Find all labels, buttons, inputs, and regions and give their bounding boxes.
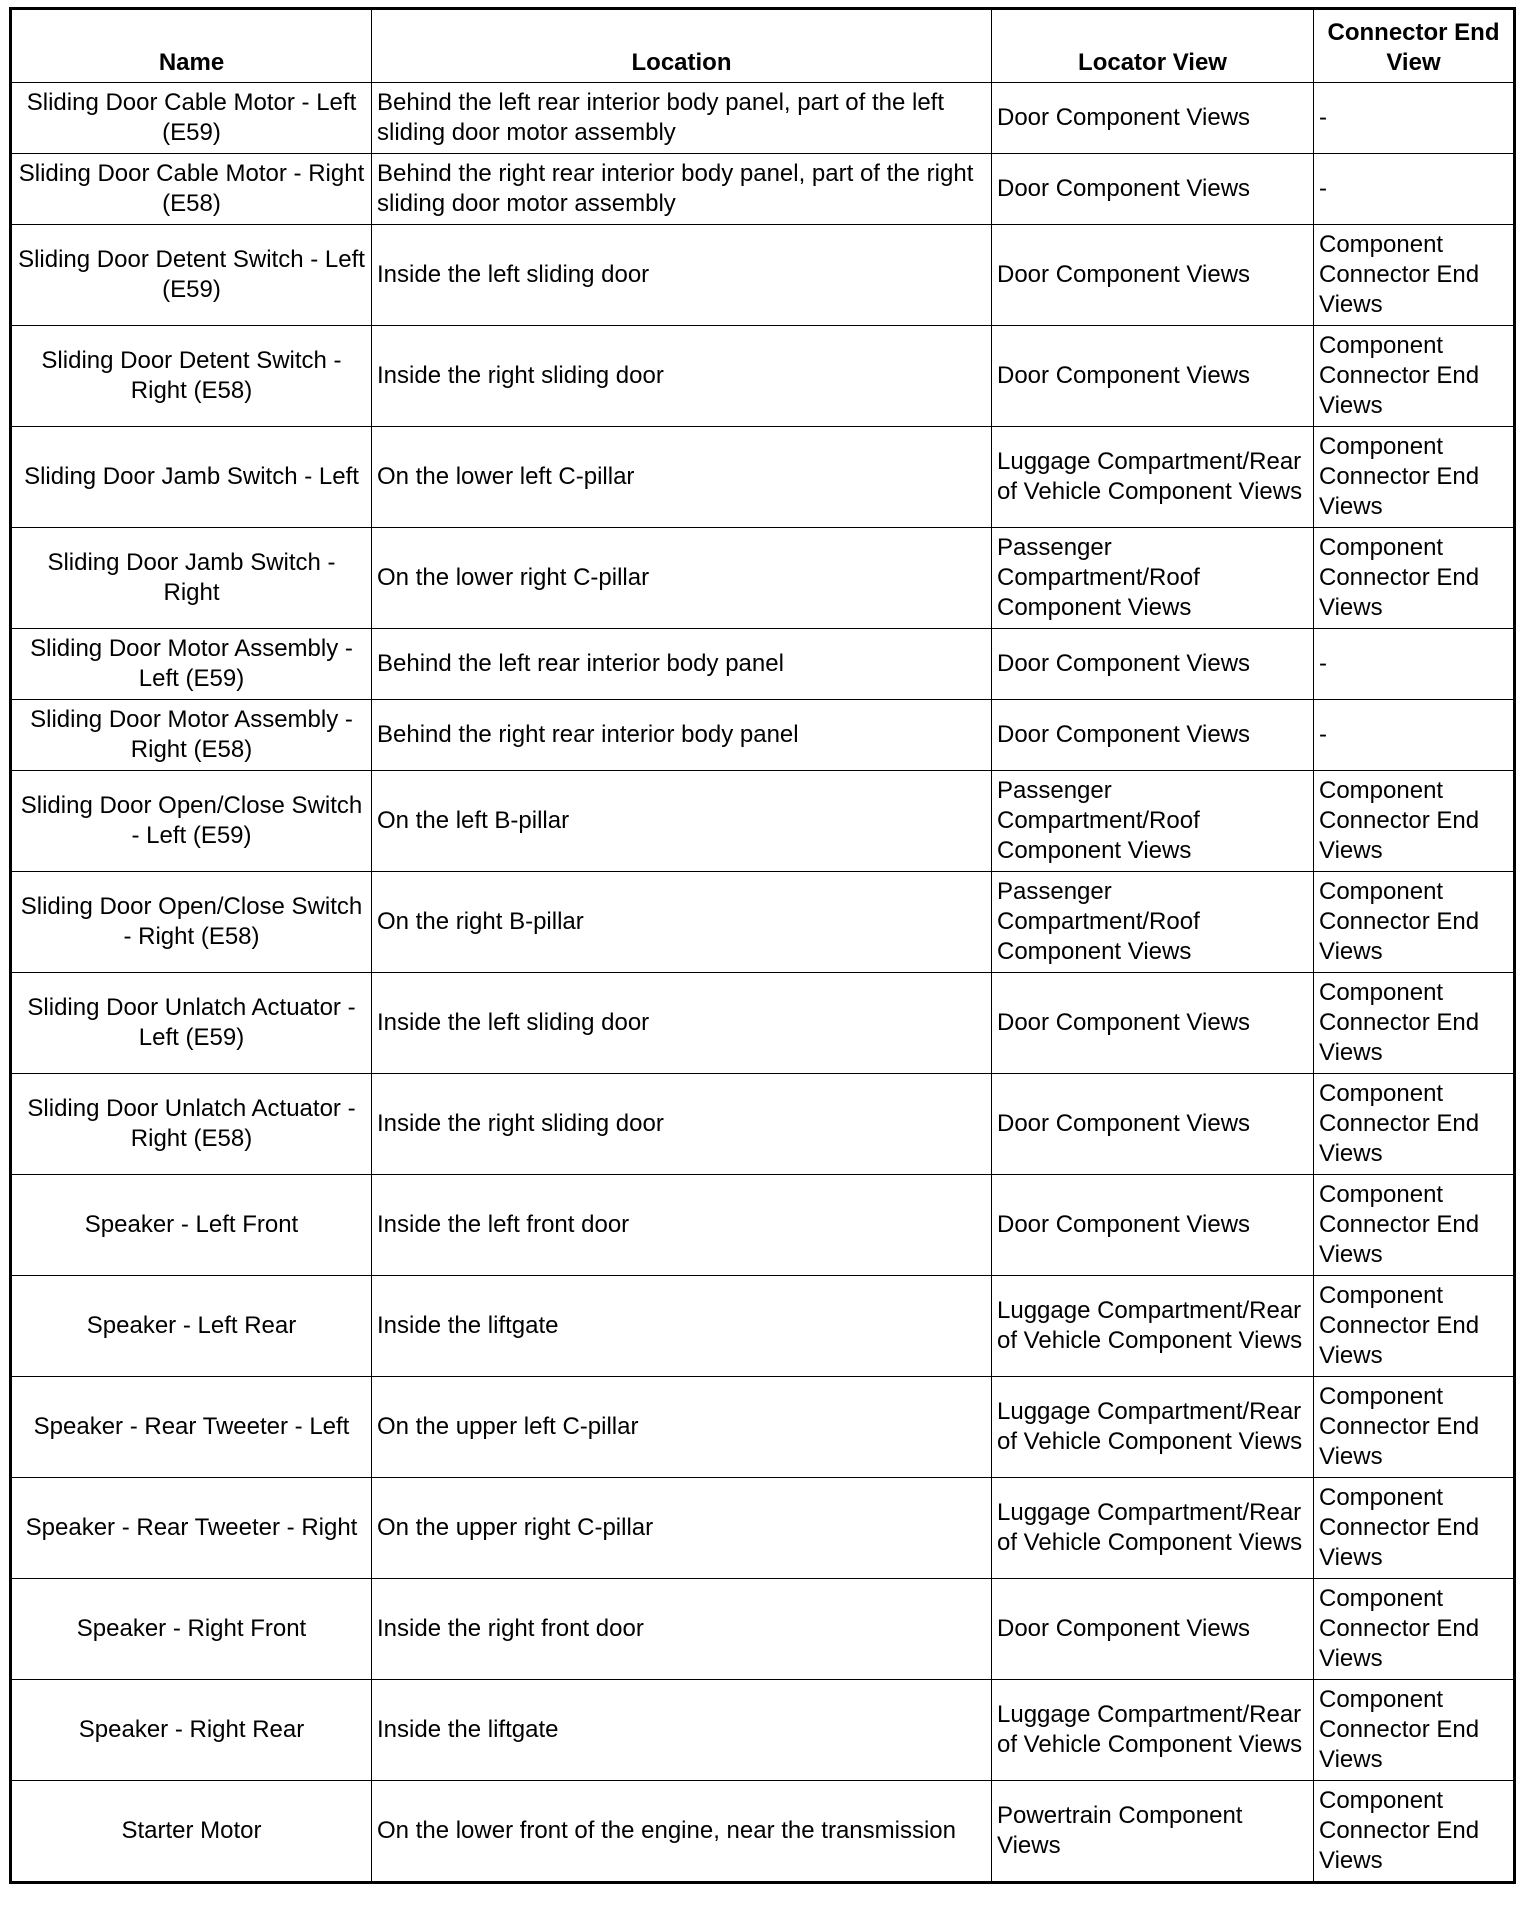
table-row (11, 83, 1515, 154)
table-row (11, 427, 1515, 528)
cell-name: Sliding Door Jamb Switch - Left (11, 427, 372, 528)
cell-location: Inside the right front door (372, 1579, 992, 1680)
cell-location: Inside the left sliding door (372, 225, 992, 326)
table-row (11, 973, 1515, 1074)
cell-location: On the right B-pillar (372, 872, 992, 973)
cell-connector-end-view: - (1314, 700, 1515, 771)
table-row (11, 1276, 1515, 1377)
cell-location: Inside the liftgate (372, 1276, 992, 1377)
cell-name: Sliding Door Motor Assembly - Left (E59) (11, 629, 372, 700)
cell-name: Sliding Door Detent Switch - Left (E59) (11, 225, 372, 326)
cell-connector-end-view: Component Connector End Views (1314, 326, 1515, 427)
cell-location: Inside the right sliding door (372, 1074, 992, 1175)
cell-location: Inside the right sliding door (372, 326, 992, 427)
cell-name: Sliding Door Detent Switch - Right (E58) (11, 326, 372, 427)
cell-name: Sliding Door Open/Close Switch - Left (E59) (11, 771, 372, 872)
cell-location: Behind the left rear interior body panel, part of the left sliding door motor assembly (372, 83, 992, 154)
table-row (11, 1074, 1515, 1175)
cell-name: Sliding Door Motor Assembly - Right (E58) (11, 700, 372, 771)
table-row (11, 225, 1515, 326)
cell-connector-end-view: Component Connector End Views (1314, 225, 1515, 326)
cell-location: Behind the right rear interior body panel, part of the right sliding door motor assembly (372, 154, 992, 225)
cell-location: Inside the left sliding door (372, 973, 992, 1074)
cell-locator-view: Passenger Compartment/Roof Component Views (992, 872, 1314, 973)
table-row (11, 1377, 1515, 1478)
cell-locator-view: Passenger Compartment/Roof Component Views (992, 528, 1314, 629)
cell-name: Speaker - Right Front (11, 1579, 372, 1680)
cell-connector-end-view: Component Connector End Views (1314, 1680, 1515, 1781)
table-row (11, 1579, 1515, 1680)
table-row (11, 1781, 1515, 1883)
cell-locator-view: Luggage Compartment/Rear of Vehicle Component Views (992, 1680, 1314, 1781)
header-name: Name (11, 9, 372, 83)
header-locator-view: Locator View (992, 9, 1314, 83)
component-locator-document (9, 7, 1513, 1884)
cell-locator-view: Powertrain Component Views (992, 1781, 1314, 1883)
table-row (11, 700, 1515, 771)
cell-locator-view: Door Component Views (992, 83, 1314, 154)
cell-locator-view: Door Component Views (992, 225, 1314, 326)
cell-location: On the upper right C-pillar (372, 1478, 992, 1579)
cell-name: Speaker - Rear Tweeter - Left (11, 1377, 372, 1478)
cell-name: Speaker - Right Rear (11, 1680, 372, 1781)
cell-locator-view: Luggage Compartment/Rear of Vehicle Component Views (992, 1276, 1314, 1377)
cell-name: Speaker - Left Front (11, 1175, 372, 1276)
cell-locator-view: Door Component Views (992, 629, 1314, 700)
cell-location: On the lower left C-pillar (372, 427, 992, 528)
table-row (11, 1680, 1515, 1781)
cell-location: On the left B-pillar (372, 771, 992, 872)
cell-connector-end-view: Component Connector End Views (1314, 1377, 1515, 1478)
table-row (11, 771, 1515, 872)
cell-name: Sliding Door Cable Motor - Right (E58) (11, 154, 372, 225)
component-locator-table (9, 7, 1516, 1884)
cell-connector-end-view: Component Connector End Views (1314, 1175, 1515, 1276)
cell-name: Starter Motor (11, 1781, 372, 1883)
cell-locator-view: Door Component Views (992, 1175, 1314, 1276)
cell-connector-end-view: Component Connector End Views (1314, 1579, 1515, 1680)
cell-name: Speaker - Left Rear (11, 1276, 372, 1377)
cell-name: Sliding Door Unlatch Actuator - Left (E59) (11, 973, 372, 1074)
header-location: Location (372, 9, 992, 83)
cell-locator-view: Luggage Compartment/Rear of Vehicle Component Views (992, 1478, 1314, 1579)
table-row (11, 528, 1515, 629)
cell-name: Sliding Door Open/Close Switch - Right (E58) (11, 872, 372, 973)
cell-connector-end-view: Component Connector End Views (1314, 872, 1515, 973)
cell-location: On the lower right C-pillar (372, 528, 992, 629)
table-row (11, 872, 1515, 973)
cell-name: Speaker - Rear Tweeter - Right (11, 1478, 372, 1579)
cell-connector-end-view: Component Connector End Views (1314, 1074, 1515, 1175)
cell-locator-view: Door Component Views (992, 1074, 1314, 1175)
cell-locator-view: Luggage Compartment/Rear of Vehicle Component Views (992, 1377, 1314, 1478)
cell-locator-view: Passenger Compartment/Roof Component Views (992, 771, 1314, 872)
cell-connector-end-view: Component Connector End Views (1314, 771, 1515, 872)
cell-locator-view: Door Component Views (992, 700, 1314, 771)
cell-connector-end-view: Component Connector End Views (1314, 1781, 1515, 1883)
cell-name: Sliding Door Unlatch Actuator - Right (E58) (11, 1074, 372, 1175)
header-connector-end-view: Connector End View (1314, 9, 1515, 83)
table-header-row (11, 9, 1515, 83)
table-row (11, 1175, 1515, 1276)
cell-connector-end-view: Component Connector End Views (1314, 427, 1515, 528)
table-row (11, 326, 1515, 427)
cell-location: Behind the left rear interior body panel (372, 629, 992, 700)
table-row (11, 629, 1515, 700)
cell-connector-end-view: - (1314, 154, 1515, 225)
cell-location: Behind the right rear interior body panel (372, 700, 992, 771)
cell-connector-end-view: - (1314, 83, 1515, 154)
cell-name: Sliding Door Jamb Switch - Right (11, 528, 372, 629)
cell-location: Inside the left front door (372, 1175, 992, 1276)
cell-locator-view: Door Component Views (992, 326, 1314, 427)
cell-location: On the upper left C-pillar (372, 1377, 992, 1478)
cell-locator-view: Door Component Views (992, 154, 1314, 225)
table-row (11, 1478, 1515, 1579)
cell-locator-view: Door Component Views (992, 973, 1314, 1074)
cell-connector-end-view: Component Connector End Views (1314, 528, 1515, 629)
cell-connector-end-view: Component Connector End Views (1314, 973, 1515, 1074)
cell-locator-view: Luggage Compartment/Rear of Vehicle Component Views (992, 427, 1314, 528)
cell-connector-end-view: Component Connector End Views (1314, 1276, 1515, 1377)
cell-connector-end-view: - (1314, 629, 1515, 700)
cell-location: Inside the liftgate (372, 1680, 992, 1781)
cell-connector-end-view: Component Connector End Views (1314, 1478, 1515, 1579)
cell-locator-view: Door Component Views (992, 1579, 1314, 1680)
table-row (11, 154, 1515, 225)
cell-location: On the lower front of the engine, near the transmission (372, 1781, 992, 1883)
cell-name: Sliding Door Cable Motor - Left (E59) (11, 83, 372, 154)
